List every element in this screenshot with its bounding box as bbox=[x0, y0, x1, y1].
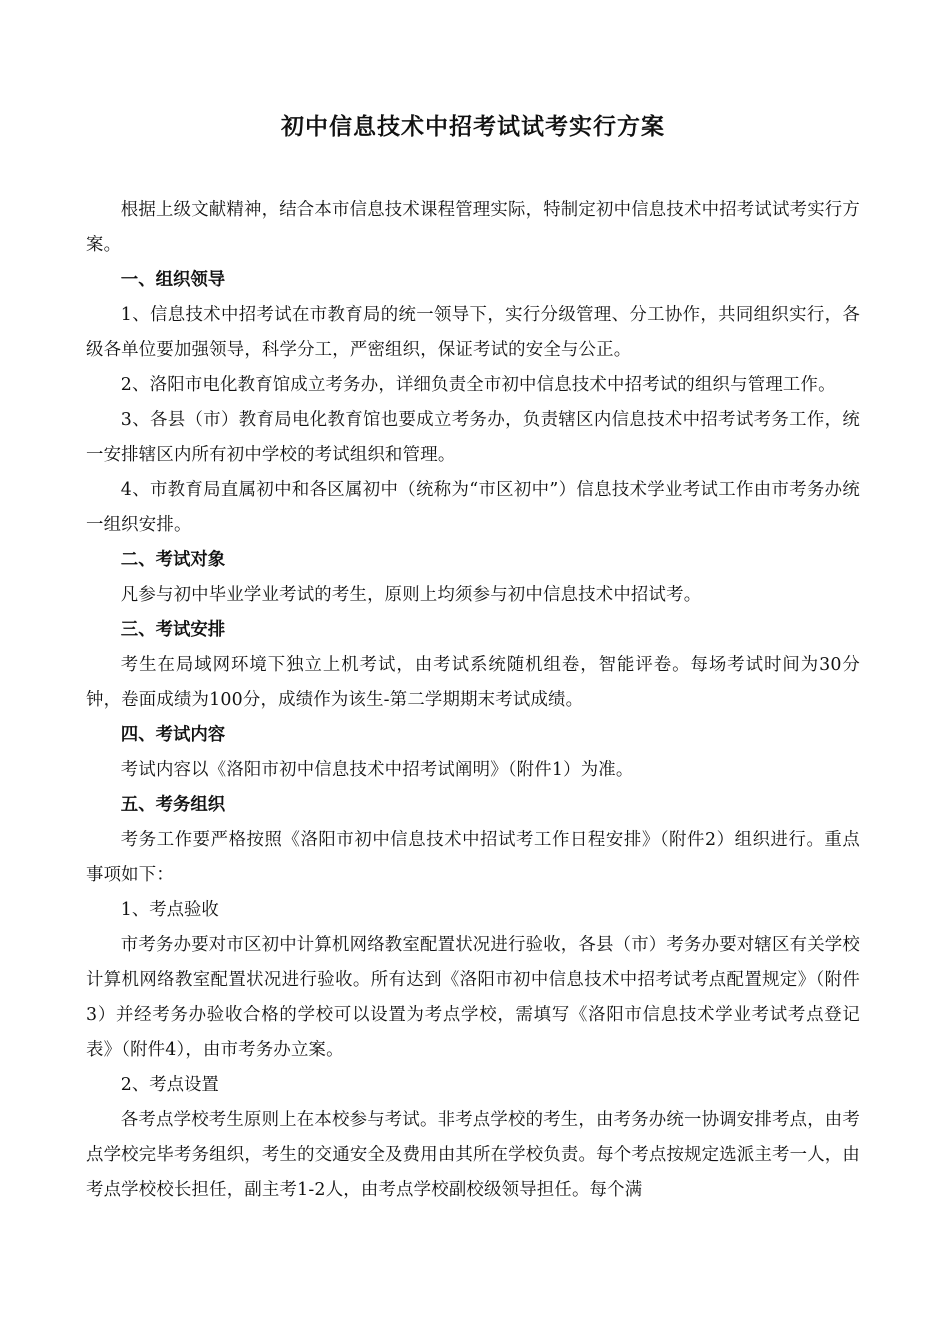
arrangement-paragraph: 考生在局域网环境下独立上机考试，由考试系统随机组卷，智能评卷。每场考试时间为30分钟，卷面成绩为100分，成绩作为该生-第二学期期末考试成绩。 bbox=[86, 655, 860, 710]
leadership-paragraph-3: 3、各县（市）教育局电化教育馆也要成立考务办，负责辖区内信息技术中招考试考务工作，统一安排辖区内所有初中学校的考试组织和管理。 bbox=[86, 410, 860, 465]
document-page bbox=[86, 96, 860, 1208]
leadership-paragraph-2: 2、洛阳市电化教育馆成立考务办，详细负责全市初中信息技术中招考试的组织与管理工作。 bbox=[120, 375, 836, 395]
section-heading-content: 四、考试内容 bbox=[120, 725, 226, 745]
intro-paragraph: 根据上级文献精神，结合本市信息技术课程管理实际，特制定初中信息技术中招考试试考实行方案。 bbox=[86, 200, 860, 255]
subheading-site-setup: 2、考点设置 bbox=[120, 1075, 219, 1095]
candidates-paragraph: 凡参与初中毕业学业考试的考生，原则上均须参与初中信息技术中招试考。 bbox=[120, 585, 702, 605]
organization-paragraph-1: 考务工作要严格按照《洛阳市初中信息技术中招试考工作日程安排》（附件2）组织进行。重点事项如下： bbox=[86, 830, 860, 885]
subheading-site-acceptance: 1、考点验收 bbox=[120, 900, 219, 920]
section-heading-arrangement: 三、考试安排 bbox=[120, 620, 226, 640]
organization-paragraph-2: 市考务办要对市区初中计算机网络教室配置状况进行验收，各县（市）考务办要对辖区有关学校计算机网络教室配置状况进行验收。所有达到《洛阳市初中信息技术中招考试考点配置规定》（附件3）并经考务办验收合格的学校可以设置为考点学校，需填写《洛阳市信息技术学业考试考点登记表》（附件4），由市考务办立案。 bbox=[86, 935, 860, 1060]
section-heading-leadership: 一、组织领导 bbox=[120, 270, 226, 290]
leadership-paragraph-4: 4、市教育局直属初中和各区属初中（统称为“市区初中”）信息技术学业考试工作由市考务办统一组织安排。 bbox=[86, 480, 860, 535]
content-paragraph: 考试内容以《洛阳市初中信息技术中招考试阐明》（附件1）为准。 bbox=[120, 760, 634, 780]
leadership-paragraph-1: 1、信息技术中招考试在市教育局的统一领导下，实行分级管理、分工协作，共同组织实行，各级各单位要加强领导，科学分工，严密组织，保证考试的安全与公正。 bbox=[86, 305, 860, 360]
section-heading-candidates: 二、考试对象 bbox=[120, 550, 226, 570]
section-heading-organization: 五、考务组织 bbox=[120, 795, 226, 815]
organization-paragraph-3: 各考点学校考生原则上在本校参与考试。非考点学校的考生，由考务办统一协调安排考点，由考点学校完毕考务组织，考生的交通安全及费用由其所在学校负责。每个考点按规定选派主考一人，由考点学校校长担任，副主考1-2人，由考点学校副校级领导担任。每个满 bbox=[86, 1110, 860, 1200]
document-title: 初中信息技术中招考试试考实行方案 bbox=[281, 114, 665, 140]
